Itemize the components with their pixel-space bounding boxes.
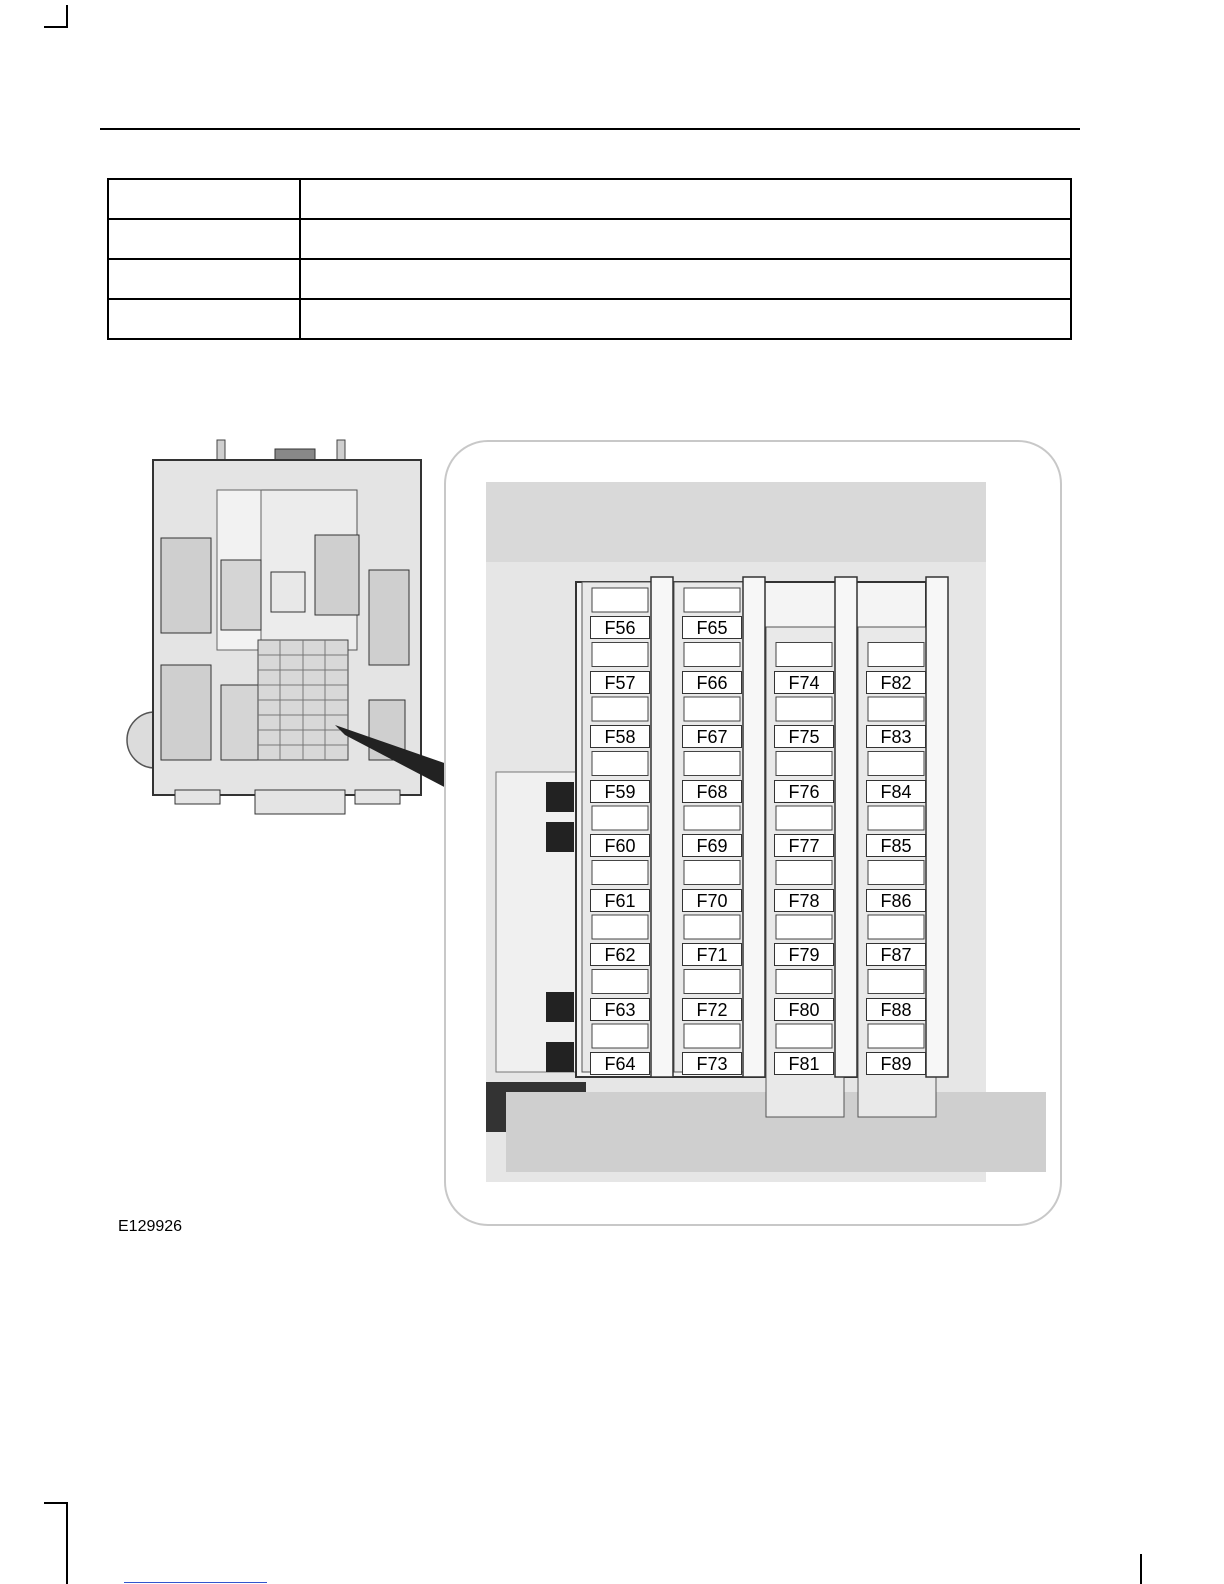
fuse-label: F63 <box>590 998 650 1021</box>
fuse-clip <box>776 970 832 994</box>
fuse-clip <box>684 915 740 939</box>
fuse-clip <box>868 861 924 885</box>
footer-link-underline <box>124 1582 267 1583</box>
fuse-clip <box>684 752 740 776</box>
fuse-clip <box>592 915 648 939</box>
fuse-label: F78 <box>774 889 834 912</box>
table-cell <box>300 259 1071 299</box>
fuse-label: F60 <box>590 834 650 857</box>
fuse-panel-detail-view <box>444 440 1062 1226</box>
fuse-label: F81 <box>774 1052 834 1075</box>
table-row <box>108 259 1071 299</box>
header-rule <box>100 128 1080 130</box>
fuse-label: F87 <box>866 943 926 966</box>
fuse-clip <box>592 588 648 612</box>
fuse-label: F77 <box>774 834 834 857</box>
fuse-clip <box>776 806 832 830</box>
fuse-label: F72 <box>682 998 742 1021</box>
fuse-label: F70 <box>682 889 742 912</box>
table-cell <box>108 179 300 219</box>
fuse-label: F79 <box>774 943 834 966</box>
fuse-clip <box>868 1024 924 1048</box>
crop-mark-bottom-left-h <box>44 1502 68 1504</box>
fuse-label: F71 <box>682 943 742 966</box>
fuse-label: F61 <box>590 889 650 912</box>
fuse-label: F59 <box>590 780 650 803</box>
table-cell <box>300 299 1071 339</box>
crop-mark-bottom-left-v <box>66 1502 68 1584</box>
fuse-label: F73 <box>682 1052 742 1075</box>
crop-mark-top-left-v <box>66 5 68 27</box>
fuse-clip <box>868 697 924 721</box>
fuse-clip <box>592 861 648 885</box>
fuse-label: F74 <box>774 671 834 694</box>
fuse-label: F68 <box>682 780 742 803</box>
fuse-clip <box>592 970 648 994</box>
fuse-label: F65 <box>682 616 742 639</box>
fuse-clip <box>868 752 924 776</box>
fuse-label: F83 <box>866 725 926 748</box>
fuse-clip <box>776 861 832 885</box>
fuse-clip <box>684 1024 740 1048</box>
fuse-clip <box>776 1024 832 1048</box>
fuse-clip <box>868 915 924 939</box>
fuse-clip <box>592 643 648 667</box>
figure-id: E129926 <box>118 1218 183 1235</box>
table-cell <box>108 259 300 299</box>
fuse-clip <box>684 970 740 994</box>
fuse-label: F64 <box>590 1052 650 1075</box>
fuse-clip <box>684 588 740 612</box>
fuse-panel-detail-illustration <box>446 442 1060 1224</box>
fuse-label: F69 <box>682 834 742 857</box>
table-row <box>108 219 1071 259</box>
fuse-label: F66 <box>682 671 742 694</box>
fuse-clip <box>684 861 740 885</box>
fuse-clip <box>684 806 740 830</box>
fuse-label: F85 <box>866 834 926 857</box>
fuse-clip <box>776 697 832 721</box>
fuse-label: F58 <box>590 725 650 748</box>
fuse-clip <box>868 806 924 830</box>
fuse-label: F56 <box>590 616 650 639</box>
fuse-label: F88 <box>866 998 926 1021</box>
fuse-label: F82 <box>866 671 926 694</box>
fuse-clip <box>776 915 832 939</box>
fuse-clip <box>684 643 740 667</box>
fuse-clip <box>684 697 740 721</box>
fuse-clip <box>776 643 832 667</box>
fuse-label: F62 <box>590 943 650 966</box>
fuse-box-overview-illustration <box>125 435 455 825</box>
fuse-label: F80 <box>774 998 834 1021</box>
fuse-clip <box>776 752 832 776</box>
fuse-clip <box>592 1024 648 1048</box>
table-row <box>108 179 1071 219</box>
fuse-label: F84 <box>866 780 926 803</box>
crop-mark-bottom-right-v <box>1140 1554 1142 1584</box>
table-cell <box>108 219 300 259</box>
fuse-label: F76 <box>774 780 834 803</box>
fuse-label: F67 <box>682 725 742 748</box>
fuse-clip <box>868 970 924 994</box>
table-row <box>108 299 1071 339</box>
crop-mark-top-left-h <box>44 26 68 28</box>
table-cell <box>300 179 1071 219</box>
fuse-spec-table <box>107 178 1072 340</box>
table-cell <box>108 299 300 339</box>
fuse-label: F86 <box>866 889 926 912</box>
fuse-label: F75 <box>774 725 834 748</box>
fuse-clip <box>592 752 648 776</box>
fuse-label: F89 <box>866 1052 926 1075</box>
fuse-clip <box>592 806 648 830</box>
fuse-clip <box>868 643 924 667</box>
table-cell <box>300 219 1071 259</box>
fuse-label: F57 <box>590 671 650 694</box>
fuse-clip <box>592 697 648 721</box>
